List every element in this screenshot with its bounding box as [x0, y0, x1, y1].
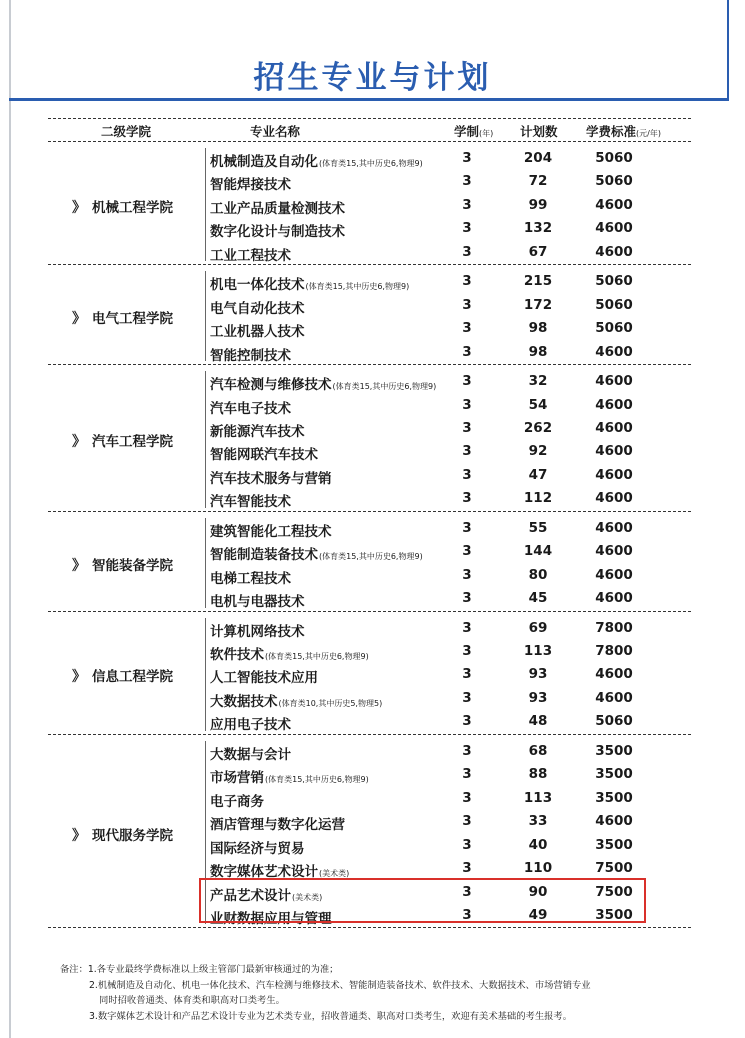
major-plan: 92	[528, 443, 548, 460]
major-name: 市场营销(体育类15,其中历史6,物理9)	[210, 770, 369, 787]
major-fee: 4600	[595, 343, 633, 360]
major-plan: 215	[523, 273, 553, 290]
major-years: 3	[462, 173, 472, 190]
major-plan: 33	[528, 813, 548, 830]
major-years: 3	[462, 543, 472, 560]
major-note: (体育类15,其中历史6,物理9)	[319, 552, 423, 562]
major-years: 3	[462, 789, 472, 806]
major-name: 数字媒体艺术设计(美术类)	[210, 864, 350, 881]
note-line-2: 2.机械制造及自动化、机电一体化技术、汽车检测与维修技术、智能制造装备技术、软件技术、大数据技术、市场营销专业	[89, 979, 591, 991]
major-years: 3	[462, 666, 472, 683]
table-row	[0, 340, 745, 363]
table-row	[0, 269, 745, 292]
major-years: 3	[462, 742, 472, 759]
table-row	[0, 169, 745, 192]
major-fee: 5060	[595, 320, 633, 337]
major-years: 3	[462, 836, 472, 853]
table-row	[0, 856, 745, 879]
major-name: 机电一体化技术(体育类15,其中历史6,物理9)	[210, 277, 410, 294]
major-fee: 5060	[595, 150, 633, 166]
major-plan: 98	[528, 343, 548, 360]
major-plan: 204	[523, 150, 553, 166]
major-name: 数字化设计与制造技术	[210, 224, 345, 241]
major-plan: 55	[528, 519, 548, 536]
major-name: 电子商务	[210, 793, 264, 810]
major-fee: 4600	[595, 466, 633, 483]
major-years: 3	[462, 590, 472, 607]
major-fee: 4600	[595, 490, 633, 507]
major-name: 汽车检测与维修技术(体育类15,其中历史6,物理9)	[210, 377, 437, 394]
major-fee: 4600	[595, 590, 633, 607]
major-plan: 172	[523, 296, 553, 313]
college-name: 》 汽车工程学院	[72, 430, 173, 451]
table-row	[0, 709, 745, 732]
major-name: 电梯工程技术	[210, 570, 291, 587]
major-plan: 110	[523, 860, 553, 877]
note-line-3: 同时招收普通类、体育类和职高对口类考生。	[99, 995, 285, 1006]
header-college: 二级学院	[101, 124, 152, 139]
major-fee: 4600	[595, 519, 633, 536]
major-years: 3	[462, 713, 472, 730]
table-row	[0, 463, 745, 486]
major-note: (体育类15,其中历史6,物理9)	[305, 282, 410, 292]
double-arrow-icon: 》	[72, 557, 86, 574]
major-note: (体育类10,其中历史5,物理5)	[278, 698, 383, 708]
college-name: 》 现代服务学院	[72, 824, 173, 845]
header-plan: 计划数	[520, 124, 558, 139]
major-name: 新能源汽车技术	[210, 423, 305, 440]
table-row	[0, 146, 745, 169]
major-years: 3	[462, 419, 472, 436]
group-separator	[48, 511, 691, 512]
college-divider	[205, 371, 206, 508]
double-arrow-icon: 》	[72, 199, 86, 216]
major-fee: 3500	[595, 836, 633, 853]
major-years: 3	[462, 813, 472, 830]
major-name: 计算机网络技术	[210, 623, 305, 640]
major-plan: 113	[523, 643, 553, 659]
major-note: (美术类)	[319, 869, 350, 879]
note-line-1: 备注：1.各专业最终学费标准以上级主管部门最新审核通过的为准；	[60, 964, 339, 975]
major-years: 3	[462, 490, 472, 507]
table-row	[0, 240, 745, 263]
major-fee: 4600	[595, 196, 633, 213]
major-plan: 88	[528, 766, 548, 783]
college-divider	[205, 618, 206, 731]
major-fee: 3500	[595, 766, 633, 783]
table-row	[0, 686, 745, 709]
major-name: 汽车智能技术	[210, 494, 291, 511]
college-name: 》 机械工程学院	[72, 196, 173, 217]
major-plan: 262	[523, 419, 553, 436]
major-years: 3	[462, 273, 472, 290]
major-name: 智能网联汽车技术	[210, 447, 318, 464]
table-row	[0, 369, 745, 392]
major-plan: 68	[528, 742, 548, 759]
major-years: 3	[462, 519, 472, 536]
major-name: 汽车电子技术	[210, 400, 291, 417]
header-bottom-rule	[48, 141, 691, 142]
page-title: 招生专业与计划	[253, 60, 492, 96]
major-name: 酒店管理与数字化运营	[210, 817, 345, 834]
major-name: 机械制造及自动化(体育类15,其中历史6,物理9)	[210, 154, 423, 170]
major-fee: 4600	[595, 396, 633, 413]
art-majors-highlight-box	[199, 878, 646, 923]
major-name: 人工智能技术应用	[210, 670, 318, 687]
college-name: 》 智能装备学院	[72, 554, 173, 575]
major-name: 产品艺术设计(美术类)	[210, 887, 323, 904]
major-note: (体育类15,其中历史6,物理9)	[265, 775, 369, 785]
major-name: 大数据技术(体育类10,其中历史5,物理5)	[210, 693, 383, 710]
major-fee: 4600	[595, 220, 633, 237]
major-years: 3	[462, 619, 472, 636]
double-arrow-icon: 》	[72, 434, 86, 451]
major-name: 工业机器人技术	[210, 324, 305, 341]
major-years: 3	[462, 396, 472, 413]
table-row	[0, 216, 745, 239]
major-plan: 54	[528, 396, 548, 413]
major-fee: 3500	[595, 742, 633, 759]
college-divider	[205, 518, 206, 608]
major-name: 建筑智能化工程技术	[210, 523, 332, 540]
major-fee: 4600	[595, 689, 633, 706]
major-name: 大数据与会计	[210, 746, 291, 763]
group-separator	[48, 264, 691, 265]
major-note: (体育类15,其中历史6,物理9)	[332, 382, 437, 392]
table-row	[0, 516, 745, 539]
major-name: 电机与电器技术	[210, 594, 305, 611]
major-plan: 67	[528, 243, 548, 260]
header-fee: 学费标准(元/年)	[586, 124, 661, 139]
major-years: 3	[462, 243, 472, 260]
major-fee: 5060	[595, 713, 633, 730]
college-divider	[205, 148, 206, 261]
notes-section	[60, 962, 720, 1024]
major-fee: 4600	[595, 243, 633, 260]
major-years: 3	[462, 443, 472, 460]
major-name: 工业产品质量检测技术	[210, 200, 345, 217]
major-years: 3	[462, 766, 472, 783]
table-row	[0, 739, 745, 762]
major-plan: 99	[528, 196, 548, 213]
major-years: 3	[462, 343, 472, 360]
major-plan: 113	[523, 789, 553, 806]
major-fee: 3500	[595, 789, 633, 806]
major-plan: 69	[528, 619, 548, 636]
major-fee: 7800	[595, 643, 633, 659]
double-arrow-icon: 》	[72, 827, 86, 844]
major-fee: 4600	[595, 813, 633, 830]
major-years: 3	[462, 196, 472, 213]
major-plan: 112	[523, 490, 553, 507]
major-name: 智能焊接技术	[210, 177, 291, 194]
major-fee: 4600	[595, 373, 633, 390]
major-years: 3	[462, 689, 472, 706]
major-plan: 80	[528, 566, 548, 583]
major-years: 3	[462, 566, 472, 583]
major-plan: 144	[523, 543, 553, 560]
major-fee: 4600	[595, 443, 633, 460]
table-row	[0, 762, 745, 785]
table-row	[0, 639, 745, 662]
group-separator	[48, 364, 691, 365]
major-years: 3	[462, 320, 472, 337]
table-row	[0, 586, 745, 609]
major-plan: 49	[528, 906, 548, 923]
major-name: 业财数据应用与管理	[210, 910, 332, 927]
major-plan: 72	[528, 173, 548, 190]
table-row	[0, 616, 745, 639]
major-fee: 5060	[595, 273, 633, 290]
major-note: (体育类15,其中历史6,物理9)	[265, 652, 369, 661]
major-name: 工业工程技术	[210, 247, 291, 264]
title-underline	[9, 98, 729, 101]
major-plan: 40	[528, 836, 548, 853]
major-fee: 4600	[595, 543, 633, 560]
major-plan: 132	[523, 220, 553, 237]
major-years: 3	[462, 150, 472, 166]
major-plan: 32	[528, 373, 548, 390]
major-fee: 4600	[595, 419, 633, 436]
major-plan: 48	[528, 713, 548, 730]
header-top-rule	[48, 118, 691, 119]
table-row	[0, 486, 745, 509]
note-line-4: 3.数字媒体艺术设计和产品艺术设计专业为艺术类专业，招收普通类、职高对口类考生，欢迎有美术基础的考生报考。	[89, 1010, 573, 1022]
college-divider	[205, 271, 206, 361]
major-years: 3	[462, 906, 472, 923]
major-name: 智能制造装备技术(体育类15,其中历史6,物理9)	[210, 547, 423, 564]
major-years: 3	[462, 883, 472, 900]
major-fee: 4600	[595, 666, 633, 683]
major-fee: 7800	[595, 619, 633, 636]
major-plan: 90	[528, 883, 548, 900]
major-fee: 4600	[595, 566, 633, 583]
major-name: 汽车技术服务与营销	[210, 470, 332, 487]
group-separator	[48, 734, 691, 735]
major-name: 智能控制技术	[210, 347, 291, 364]
major-name: 软件技术(体育类15,其中历史6,物理9)	[210, 647, 369, 663]
major-years: 3	[462, 466, 472, 483]
major-years: 3	[462, 643, 472, 659]
double-arrow-icon: 》	[72, 311, 86, 328]
major-years: 3	[462, 373, 472, 390]
major-name: 国际经济与贸易	[210, 840, 305, 857]
major-name: 电气自动化技术	[210, 300, 305, 317]
header-years: 学制(年)	[454, 124, 494, 139]
major-note: (体育类15,其中历史6,物理9)	[319, 159, 423, 168]
major-plan: 47	[528, 466, 548, 483]
group-separator	[48, 611, 691, 612]
major-plan: 93	[528, 666, 548, 683]
major-years: 3	[462, 860, 472, 877]
major-years: 3	[462, 296, 472, 313]
major-note: (美术类)	[292, 892, 323, 902]
major-plan: 98	[528, 320, 548, 337]
table-row	[0, 393, 745, 416]
major-plan: 93	[528, 689, 548, 706]
major-fee: 3500	[595, 906, 633, 923]
major-fee: 5060	[595, 296, 633, 313]
group-separator	[48, 927, 691, 928]
major-fee: 7500	[595, 883, 633, 900]
double-arrow-icon: 》	[72, 669, 86, 686]
major-years: 3	[462, 220, 472, 237]
major-plan: 45	[528, 590, 548, 607]
major-fee: 7500	[595, 860, 633, 877]
college-name: 》 信息工程学院	[72, 665, 173, 686]
major-name: 应用电子技术	[210, 717, 291, 734]
table-row	[0, 786, 745, 809]
header-major: 专业名称	[250, 124, 301, 139]
college-name: 》 电气工程学院	[72, 307, 173, 328]
major-fee: 5060	[595, 173, 633, 190]
